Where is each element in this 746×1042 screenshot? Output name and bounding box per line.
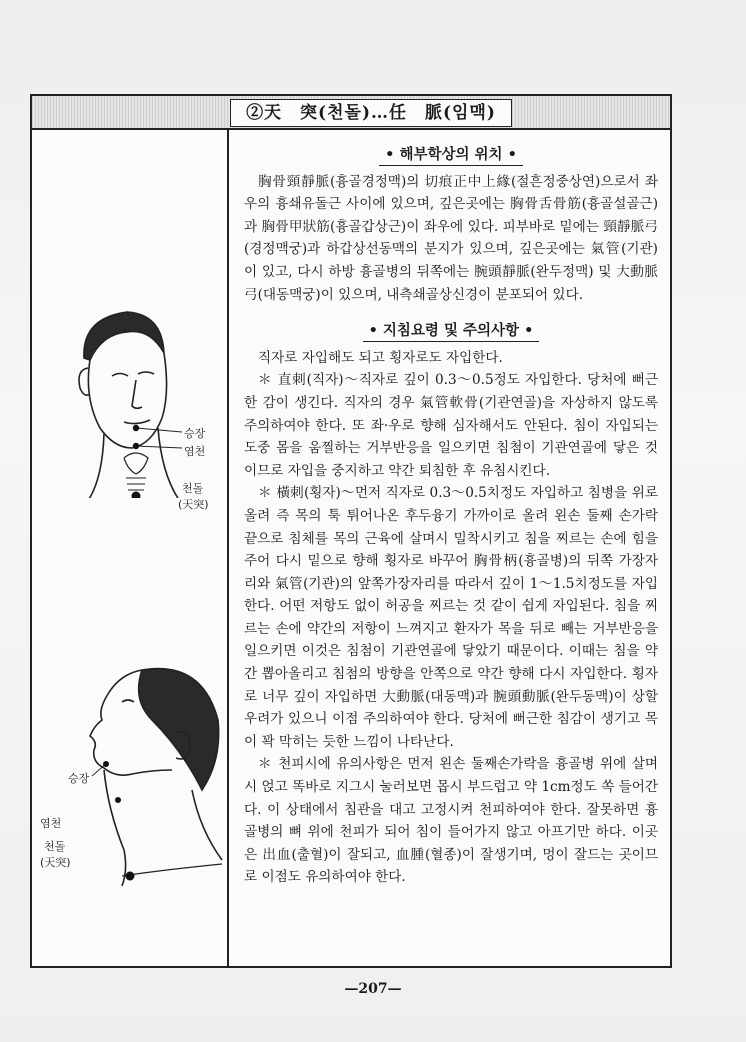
front-label-cheondol: 천돌 xyxy=(182,482,204,495)
text-column xyxy=(244,140,658,889)
side-label-yeomcheon: 염천 xyxy=(40,817,62,830)
anatomy-heading: • 해부학상의 위치 • xyxy=(244,144,658,167)
needling-paragraph-1: 직자로 자입해도 되고 횡자로도 자입한다. xyxy=(258,349,503,366)
front-label-seungjang: 승장 xyxy=(184,427,206,440)
section-header xyxy=(32,96,670,130)
section-title: ②天 突(천돌)…任 脈(임맥) xyxy=(230,99,512,127)
side-label-seungjang: 승장 xyxy=(68,772,90,785)
needling-paragraph-2: ＊ 直刺(직자)～직자로 깊이 0.3～0.5정도 자입한다. 당처에 뻐근한 감이 생긴다. 직자의 경우 氣管軟骨(기관연골)을 자상하지 않도록 주의하여야 한다. 또 좌·우로 향해 심자해서도 안된다. 침이 자입되는 도중 몸을 움찔하는 거부반응을 일으키면 침첨이 기관연골에 닿은 것이므로 자입을 중지하고 약간 퇴침한 후 유침시킨다. xyxy=(244,372,658,479)
column-divider xyxy=(227,130,229,966)
side-label-cheondol: 천돌 xyxy=(44,840,66,853)
front-label-yeomcheon: 염천 xyxy=(184,445,206,458)
front-head-illustration xyxy=(32,298,227,498)
needling-paragraph-4: ＊ 천피시에 유의사항은 먼저 왼손 둘째손가락을 흉골병 위에 살며시 얹고 똑바로 지그시 눌러보면 몹시 부드럽고 약 1cm정도 쏙 들어간다. 이 상태에서 침관을 대고 고정시켜 천피하여야 한다. 잘못하면 흉골병의 뼈 위에 천피가 되어 침이 들어가지 않고 아프기만 하다. 이곳은 出血(출혈)이 잘되고, 血腫(혈종)이 잘생기며, 멍이 잘드는 곳이므로 이점도 유의하여야 한다. xyxy=(244,756,658,886)
anatomy-paragraph: 胸骨頸靜脈(흉골경정맥)의 切痕正中上緣(절흔정중상연)으로서 좌우의 흉쇄유돌근 사이에 있으며, 깊은곳에는 胸骨舌骨筋(흉골설골근)과 胸骨甲狀筋(흉골갑상근)이 좌우에 있다. 피부바로 밑에는 頸靜脈弓(경정맥궁)과 하갑상선동맥의 분지가 있으며, 깊은곳에는 氣管(기관)이 있고, 다시 하방 흉골병의 뒤쪽에는 腕頭靜脈(완두정맥) 및 大動脈弓(대동맥궁)이 있으며, 내측쇄골상신경이 분포되어 있다. xyxy=(244,173,658,303)
page-number: —207— xyxy=(344,981,402,997)
needling-paragraph-3: ＊ 橫刺(횡자)～먼저 직자로 0.3～0.5치정도 자입하고 침병을 위로 올려 즉 목의 툭 튀어나온 후두융기 가까이로 올려 왼손 둘째 손가락 끝으로 침체를 목의 근육에 살며시 밀착시키고 침을 찌르는 손에 힘을 주어 다시 밑으로 향해 횡자로 바꾸어 胸骨柄(흉골병)의 뒤쪽 가장자리와 氣管(기관)의 앞쪽가장자리를 따라서 깊이 1～1.5치정도를 자입한다. 어떤 저항도 없이 허공을 찌르는 것 같이 쉽게 자입된다. 침을 찌르는 손에 약간의 저항이 느껴지고 환자가 목을 뒤로 빼는 거부반응을 일으키면 이것은 침첨이 기관연골에 닿았기 때문이다. 이때는 침을 약간 뽑아올리고 침첨의 방향을 안쪽으로 약간 향해 다시 자입한다. 횡자로 너무 깊이 자입하면 大動脈(대동맥)과 腕頭動脈(완두동맥)이 상할 우려가 있으니 이점 주의하여야 한다. 당처에 뻐근한 침감이 생기고 목이 꽉 막히는 듯한 느낌이 나타난다. xyxy=(244,485,658,750)
front-label-cheondol-hanja: (天突) xyxy=(178,498,209,511)
illustration-column xyxy=(32,130,227,966)
side-label-cheondol-hanja: (天突) xyxy=(40,856,71,869)
content-frame xyxy=(30,94,672,968)
needling-heading: • 지침요령 및 주의사항 • xyxy=(244,320,658,343)
